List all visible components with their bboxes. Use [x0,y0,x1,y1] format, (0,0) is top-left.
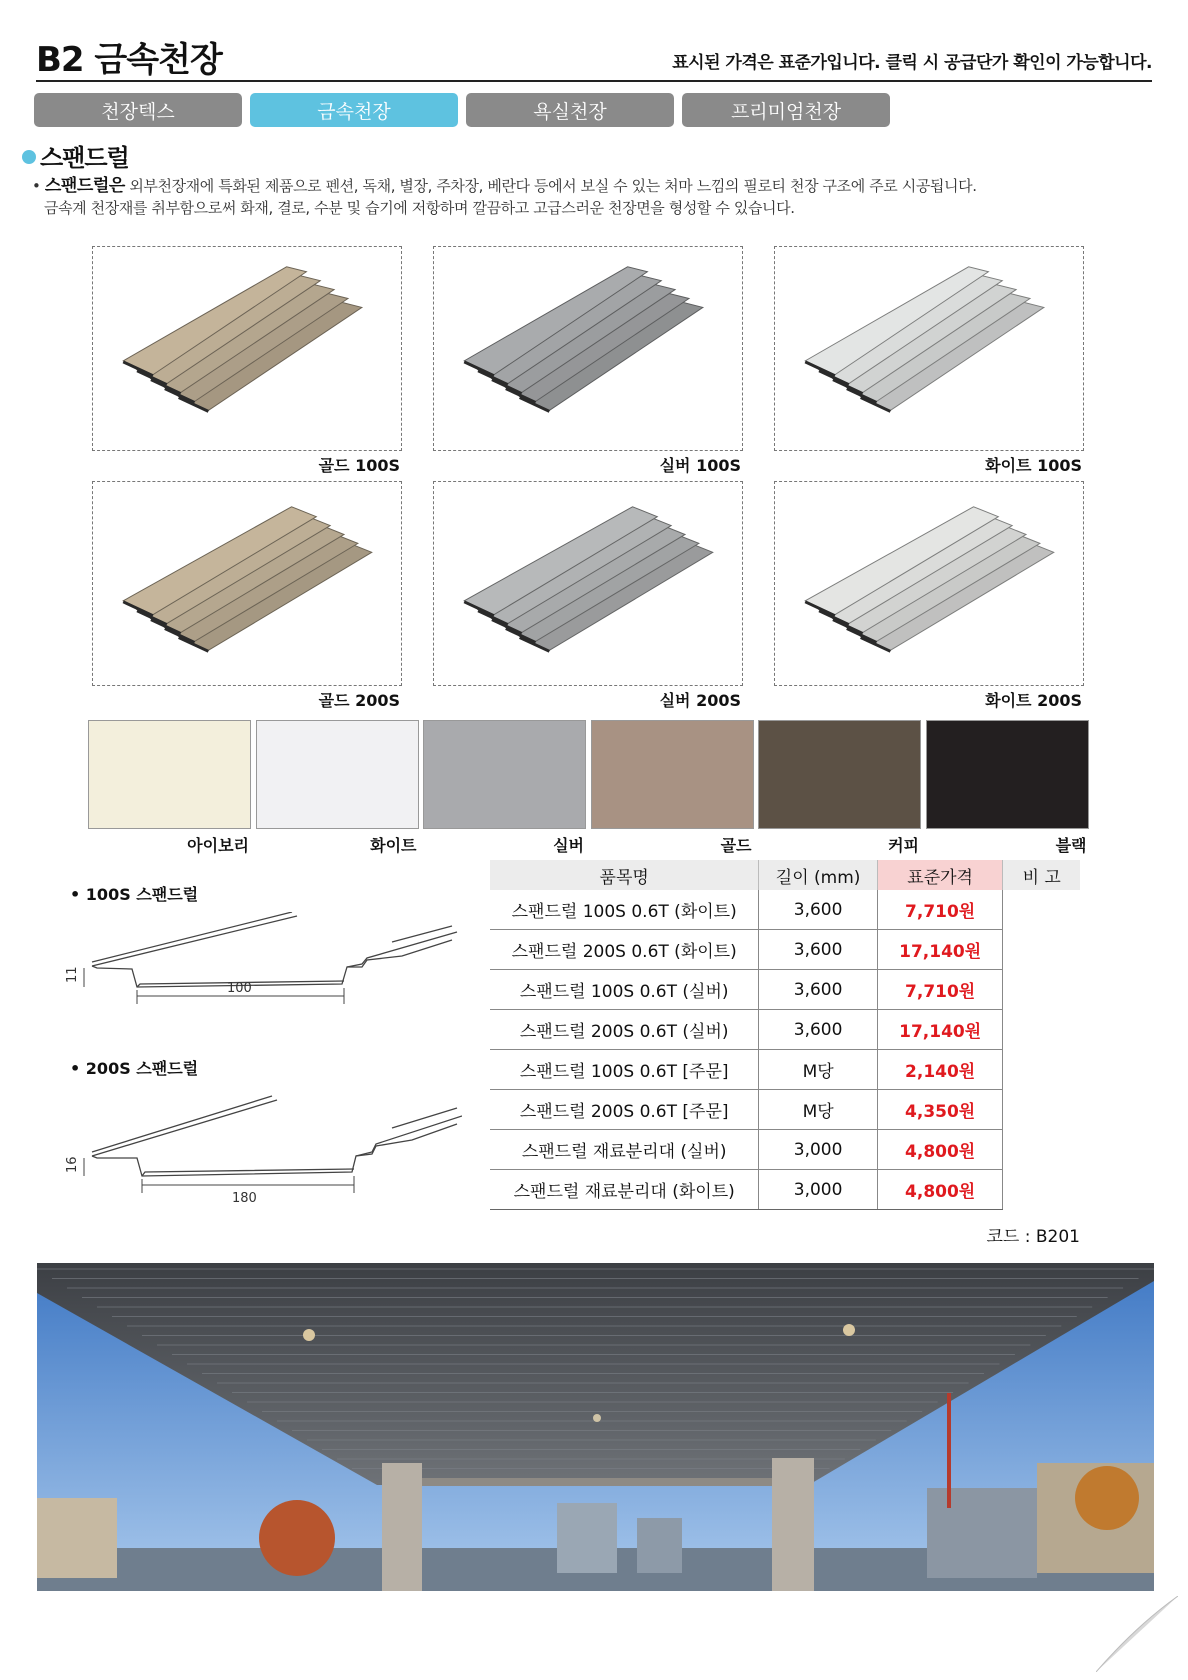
product-photo [433,481,743,686]
length-cell: 3,600 [759,930,878,970]
item-name-cell: 스팬드럴 200S 0.6T (화이트) [490,930,759,970]
table-row [490,970,1080,1010]
item-name-cell: 스팬드럴 200S 0.6T (실버) [490,1010,759,1050]
tab-premium-ceiling[interactable]: 프리미엄천장 [682,93,890,127]
product-label: 실버 200S [659,691,741,710]
product-label: 화이트 100S [985,456,1082,475]
price-cell: 7,710원 [877,890,1003,930]
table-row [490,890,1080,930]
tab-ceiling-tex[interactable]: 천장텍스 [34,93,242,127]
col-header-note: 비 고 [1003,860,1080,890]
table-row [490,1010,1080,1050]
price-note: 표시된 가격은 표준가입니다. 클릭 시 공급단가 확인이 가능합니다. [672,53,1152,73]
swatch-label: 화이트 [370,836,417,855]
col-header-price: 표준가격 [877,860,1003,890]
price-cell: 4,800원 [877,1130,1003,1170]
price-cell: 7,710원 [877,970,1003,1010]
length-cell: 3,000 [759,1130,878,1170]
page-curl-decoration [1096,1596,1178,1672]
item-name-cell: 스팬드럴 재료분리대 (화이트) [490,1170,759,1210]
installation-photo [37,1263,1154,1591]
diagram-200s-width: 180 [232,1191,257,1205]
section-title: 스팬드럴 [40,144,129,172]
product-label: 골드 200S [318,691,400,710]
length-cell: 3,600 [759,1010,878,1050]
length-cell: 3,600 [759,970,878,1010]
color-swatch [256,720,419,829]
product-photo [774,246,1084,451]
table-row [490,1170,1080,1210]
product-label: 골드 100S [318,456,400,475]
table-row [490,930,1080,970]
swatch-label: 실버 [553,836,584,855]
tab-bathroom-ceiling[interactable]: 욕실천장 [466,93,674,127]
diagram-200s-title: • 200S 스팬드럴 [70,1059,199,1078]
color-swatch [88,720,251,829]
swatch-label: 블랙 [1055,836,1087,855]
product-photo [433,246,743,451]
item-name-cell: 스팬드럴 재료분리대 (실버) [490,1130,759,1170]
swatch-label: 커피 [888,836,919,855]
product-code: 코드 : B201 [986,1227,1080,1247]
diagram-100s-width: 100 [227,981,252,996]
table-row [490,1050,1080,1090]
price-table [490,860,1080,1210]
color-swatch [591,720,754,829]
note-cell [1003,890,1080,1210]
price-cell: 17,140원 [877,930,1003,970]
product-photo [92,246,402,451]
product-photo [774,481,1084,686]
desc-line-2: 금속계 천장재를 취부함으로써 화재, 결로, 수분 및 습기에 저항하며 깔끔하고 고급스러운 천장면을 형성할 수 있습니다. [44,199,795,217]
item-name-cell: 스팬드럴 200S 0.6T [주문] [490,1090,759,1130]
tab-metal-ceiling[interactable]: 금속천장 [250,93,458,127]
col-header-item: 품목명 [490,860,759,890]
desc-lead: 스팬드럴은 [44,176,125,196]
diagram-100s-title: • 100S 스팬드럴 [70,885,199,904]
category-tabs [34,93,890,127]
price-cell: 2,140원 [877,1050,1003,1090]
table-row [490,1090,1080,1130]
item-name-cell: 스팬드럴 100S 0.6T [주문] [490,1050,759,1090]
product-label: 실버 100S [659,456,741,475]
length-cell: 3,600 [759,890,878,930]
price-cell: 4,800원 [877,1170,1003,1210]
length-cell: M당 [759,1090,878,1130]
desc-line-1: 외부천장재에 특화된 제품으로 펜션, 독채, 별장, 주차장, 베란다 등에서 보실 수 있는 처마 느낌의 필로티 천장 구조에 주로 시공됩니다. [124,177,977,195]
color-swatch [926,720,1089,829]
price-cell: 17,140원 [877,1010,1003,1050]
diagram-100s-height: 11 [65,966,80,983]
product-label: 화이트 200S [985,691,1082,710]
length-cell: 3,000 [759,1170,878,1210]
price-cell: 4,350원 [877,1090,1003,1130]
table-row [490,1130,1080,1170]
profile-diagram-200s [62,1090,462,1205]
profile-diagram-100s [62,912,462,1012]
table-header-row [490,860,1080,890]
swatch-label: 아이보리 [187,836,249,855]
color-swatch [423,720,586,829]
col-header-length: 길이 (mm) [759,860,878,890]
product-photo [92,481,402,686]
header-divider [36,80,1152,82]
section-description: • 스팬드럴은 외부천장재에 특화된 제품으로 펜션, 독채, 별장, 주차장, 베란다 등에서 보실 수 있는 처마 느낌의 필로티 천장 구조에 주로 시공됩니다. 금속계 천장재를 취부함으로써 화재, 결로, 수분 및 습기에 저항하며 깔끔하고 고급스러운 천장면을 형성할 수 있습니다. [32,175,1142,219]
item-name-cell: 스팬드럴 100S 0.6T (화이트) [490,890,759,930]
color-swatch [758,720,921,829]
diagram-200s-height: 16 [65,1156,80,1173]
swatch-label: 골드 [720,836,752,855]
length-cell: M당 [759,1050,878,1090]
page-title: B2 금속천장 [36,40,222,80]
item-name-cell: 스팬드럴 100S 0.6T (실버) [490,970,759,1010]
section-bullet-icon [22,150,36,164]
